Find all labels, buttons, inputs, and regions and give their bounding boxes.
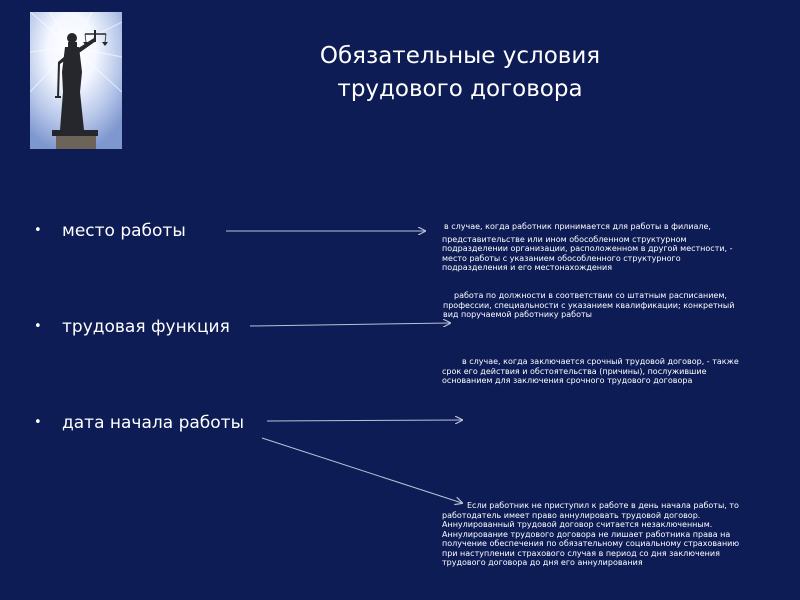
note-line: место работы с указанием обособленного структурного bbox=[442, 253, 681, 263]
note-line: вид поручаемой работнику работы bbox=[443, 310, 592, 319]
note-line: при наступлении страхового случая в период со дня заключения bbox=[442, 548, 720, 558]
slide-title-line: трудового договора bbox=[337, 76, 583, 102]
note-line: работа по должности в соответствии со штатным расписанием, bbox=[454, 291, 727, 300]
note-line: Аннулированный трудовой договор считается незаключенным. bbox=[442, 520, 713, 529]
note-line: подразделении организации, расположенном в другой местности, - bbox=[442, 244, 733, 253]
note-line: работодатель имеет право аннулировать трудовой договор. bbox=[442, 510, 701, 520]
note-line: в случае, когда заключается срочный трудовой договор, - также bbox=[462, 357, 739, 366]
bullet-text: трудовая функция bbox=[62, 317, 230, 337]
note-line: профессии, специальности с указанием квалификации; конкретный bbox=[443, 300, 735, 310]
arrow-job-function bbox=[250, 323, 450, 326]
bullet-marker: • bbox=[34, 319, 42, 334]
note-start-date bbox=[442, 357, 739, 386]
note-line: срок его действия и обстоятельства (причины), послужившие bbox=[442, 366, 707, 376]
bullet-marker: • bbox=[34, 223, 42, 238]
note-workplace bbox=[442, 222, 733, 273]
note-line: Если работник не приступил к работе в день начала работы, то bbox=[467, 501, 739, 510]
note-line: трудового договора до дня его аннулирования bbox=[442, 558, 643, 567]
note-line: представительстве или ином обособленном структурном bbox=[442, 234, 687, 244]
note-line: в случае, когда работник принимается для работы в филиале, bbox=[444, 222, 711, 231]
bullet-text: дата начала работы bbox=[62, 413, 244, 433]
note-job-function bbox=[443, 291, 734, 320]
bullet-marker: • bbox=[34, 415, 42, 430]
bullet-text: место работы bbox=[62, 221, 186, 241]
note-line: Аннулирование трудового договора не лишает работника права на bbox=[442, 529, 731, 539]
note-annulment bbox=[442, 501, 739, 568]
arrow-start-date bbox=[267, 420, 462, 421]
note-line: получение обеспечения по обязательному социальному страхованию bbox=[442, 539, 740, 548]
arrow-annulment bbox=[262, 438, 462, 503]
slide-title-line: Обязательные условия bbox=[319, 43, 601, 69]
note-line: основанием для заключения срочного трудового договора bbox=[442, 376, 693, 385]
note-line: подразделения и его местонахождения bbox=[442, 263, 613, 272]
